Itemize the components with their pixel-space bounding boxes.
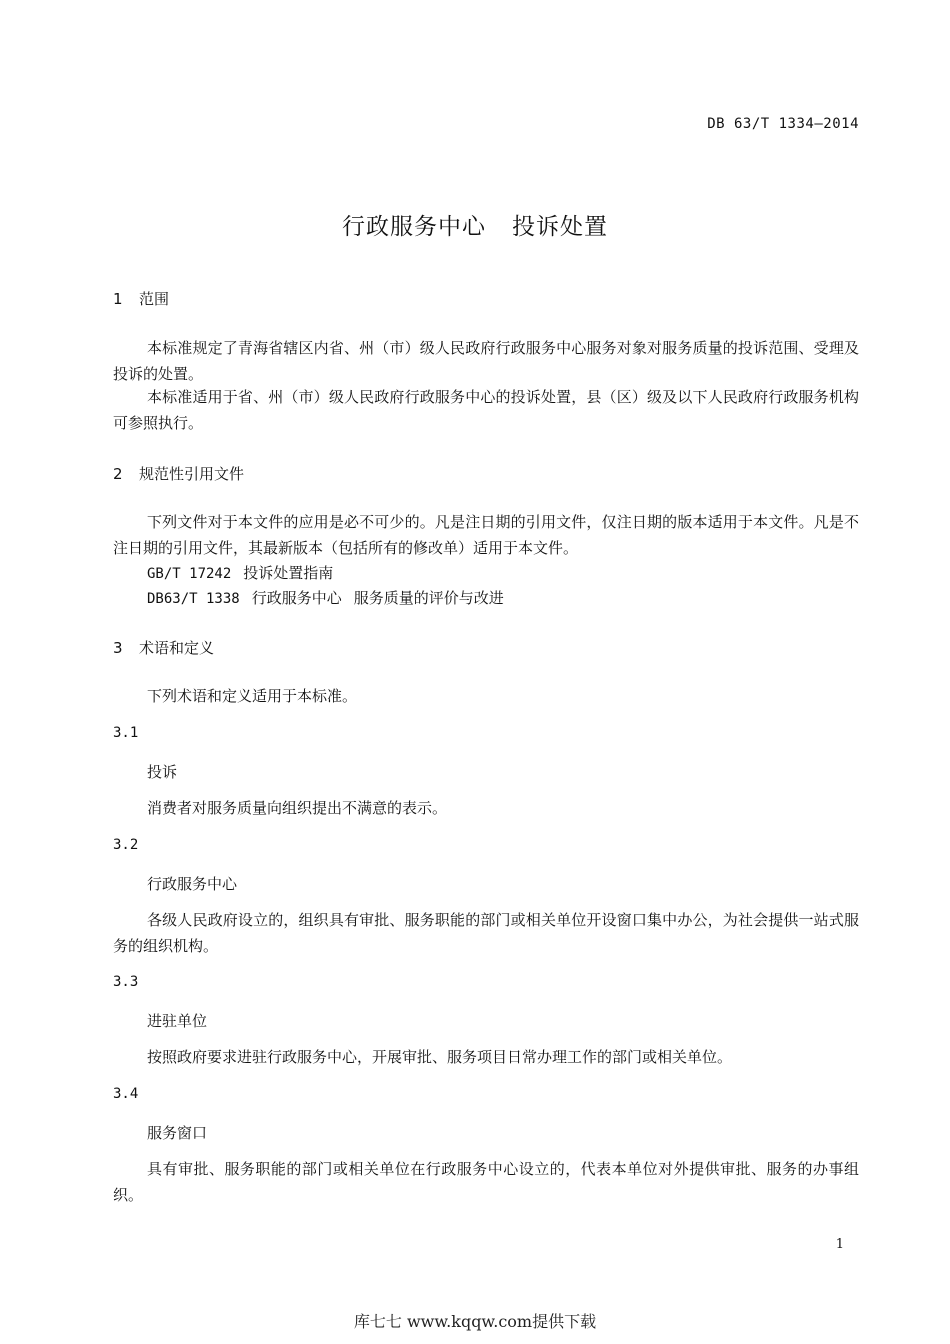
- term-title: 投诉: [147, 763, 178, 781]
- reference-title: 行政服务中心: [251, 589, 342, 607]
- reference-title: 投诉处置指南: [243, 564, 334, 582]
- reference-title-2: 服务质量的评价与改进: [353, 589, 504, 607]
- section-2-paragraph-1: 下列文件对于本文件的应用是必不可少的。凡是注日期的引用文件，仅注日期的版本适用于本文件。凡是不注日期的引用文件，其最新版本（包括所有的修改单）适用于本文件。: [113, 513, 859, 557]
- section-heading-1: [113, 288, 169, 309]
- section-1-paragraph-1: 本标准规定了青海省辖区内省、州（市）级人民政府行政服务中心服务对象对服务质量的投诉范围、受理及投诉的处置。: [113, 339, 859, 383]
- term-number: 3.2: [113, 837, 139, 853]
- term-title: 进驻单位: [147, 1012, 208, 1030]
- term-number: 3.4: [113, 1086, 139, 1102]
- section-3-paragraph-1: 下列术语和定义适用于本标准。: [147, 687, 358, 705]
- reference-item: [147, 587, 504, 608]
- section-title: 规范性引用文件: [139, 465, 245, 483]
- section-number: 2: [113, 465, 123, 483]
- title-part-1: 行政服务中心: [342, 214, 486, 240]
- term-title: 行政服务中心: [147, 875, 238, 893]
- section-title: 术语和定义: [139, 639, 215, 657]
- term-number: 3.3: [113, 974, 139, 990]
- title-part-2: 投诉处置: [512, 214, 608, 240]
- section-heading-2: [113, 463, 244, 484]
- term-title: 服务窗口: [147, 1124, 208, 1142]
- section-1-paragraph-2: 本标准适用于省、州（市）级人民政府行政服务中心的投诉处置，县（区）级及以下人民政府行政服务机构可参照执行。: [113, 388, 859, 432]
- page-number: 1: [835, 1237, 844, 1252]
- section-title: 范围: [139, 290, 170, 308]
- section-number: 3: [113, 639, 123, 657]
- reference-code: DB63/T 1338: [147, 591, 240, 607]
- term-definition: 按照政府要求进驻行政服务中心，开展审批、服务项目日常办理工作的部门或相关单位。: [147, 1048, 733, 1066]
- section-number: 1: [113, 290, 123, 308]
- footer-watermark: 库七七 www.kqqw.com提供下载: [353, 1312, 597, 1331]
- term-number: 3.1: [113, 725, 139, 741]
- term-definition: 各级人民政府设立的，组织具有审批、服务职能的部门或相关单位开设窗口集中办公，为社会提供一站式服务的组织机构。: [113, 911, 859, 955]
- section-heading-3: [113, 637, 214, 658]
- reference-item: [147, 562, 333, 583]
- document-title: [0, 208, 950, 241]
- standard-number: DB 63/T 1334—2014: [707, 116, 859, 132]
- reference-code: GB/T 17242: [147, 566, 232, 582]
- term-definition: 具有审批、服务职能的部门或相关单位在行政服务中心设立的，代表本单位对外提供审批、服务的办事组织。: [113, 1160, 859, 1204]
- term-definition: 消费者对服务质量向组织提出不满意的表示。: [147, 799, 448, 817]
